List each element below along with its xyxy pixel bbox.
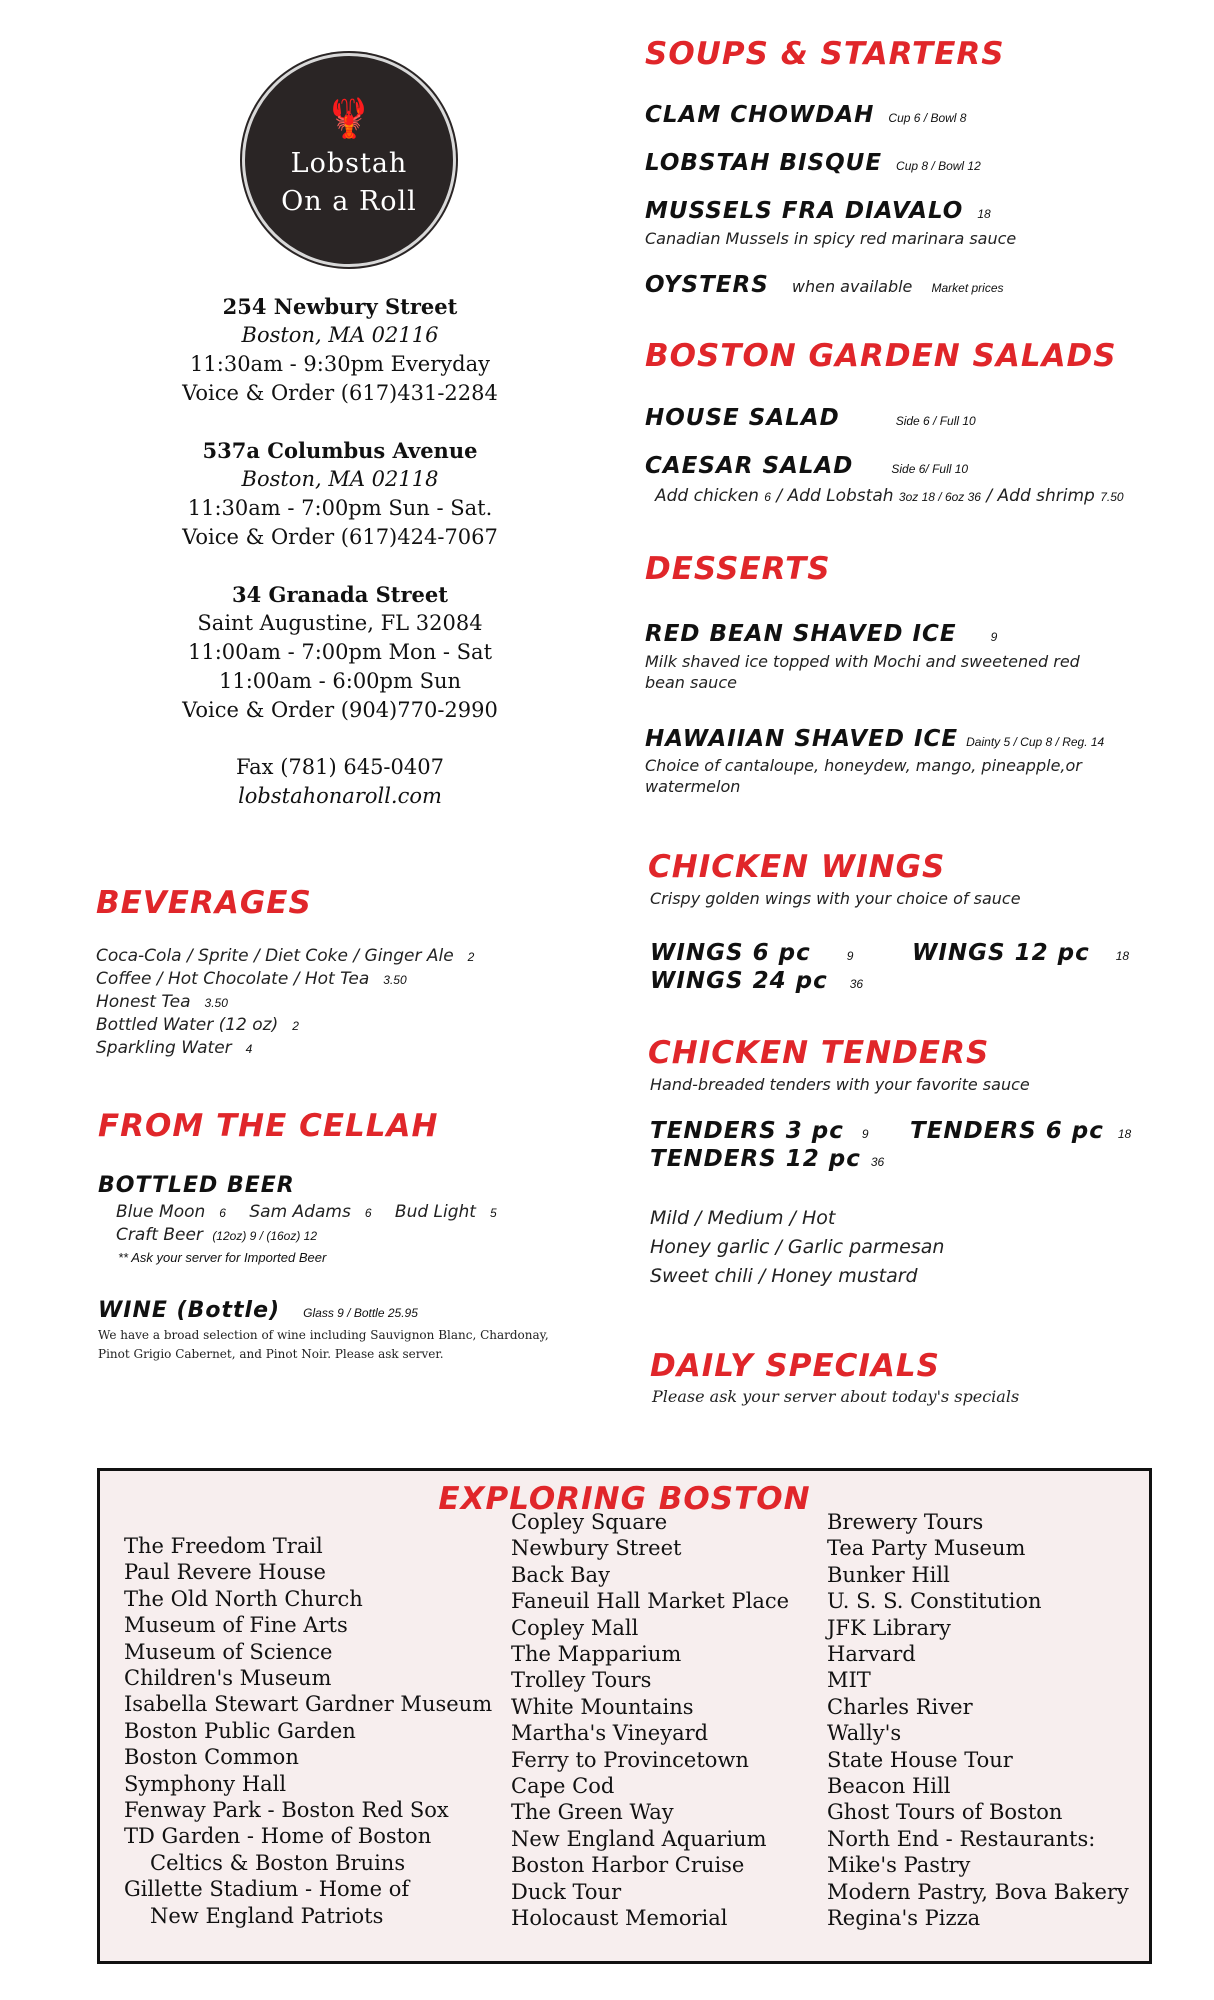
- location-hours: 11:00am - 6:00pm Sun: [218, 669, 462, 693]
- attraction-item: Martha's Vineyard: [511, 1721, 709, 1746]
- attractions-column-3: [827, 1509, 1129, 1932]
- wings-description: Crispy golden wings with your choice of sauce: [650, 889, 1021, 908]
- location-columbus: [140, 436, 540, 552]
- item-name: Honest Tea: [96, 992, 191, 1012]
- attraction-item: Children's Museum: [124, 1666, 332, 1691]
- attraction-item: White Mountains: [511, 1694, 694, 1719]
- craft-beer: Craft Beer (12oz) 9 / (16oz) 12: [116, 1225, 318, 1245]
- attraction-item: The Old North Church: [124, 1586, 363, 1611]
- item-price: 2: [292, 1019, 299, 1033]
- list-item: [96, 968, 474, 991]
- menu-item: TENDERS 6 pc 18: [910, 1118, 1132, 1144]
- exploring-boston-box: [97, 1468, 1152, 1964]
- logo-line-2: On a Roll: [281, 186, 417, 217]
- attraction-item: Holocaust Memorial: [511, 1906, 728, 1931]
- attraction-item: Isabella Stewart Gardner Museum: [124, 1692, 493, 1717]
- attraction-item: The Mapparium: [511, 1642, 682, 1667]
- item-price: 3.50: [204, 996, 228, 1010]
- location-phone: Voice & Order (617)431-2284: [182, 381, 498, 405]
- location-hours: 11:30am - 7:00pm Sun - Sat.: [187, 496, 493, 520]
- attraction-item: The Freedom Trail: [124, 1534, 323, 1558]
- location-city: Boston, MA 02116: [241, 323, 439, 347]
- menu-item: CAESAR SALAD Side 6/ Full 10: [645, 453, 969, 479]
- wine-description: We have a broad selection of wine including Sauvignon Blanc, Chardonay, Pinot Grigio Cabernet, and Pinot Noir. Please ask server.: [98, 1328, 549, 1361]
- beer-item: Blue Moon 6: [116, 1202, 226, 1222]
- item-price: 2: [467, 950, 475, 964]
- item-name: Coca-Cola / Sprite / Diet Coke / Ginger Ale: [96, 946, 454, 966]
- list-item: [96, 1037, 474, 1060]
- menu-item: OYSTERS when available Market prices: [645, 272, 1004, 298]
- attraction-item: State House Tour: [827, 1747, 1013, 1772]
- attraction-item: Beacon Hill: [827, 1774, 951, 1799]
- beverages-heading: BEVERAGES: [96, 885, 312, 921]
- attraction-item: Duck Tour: [511, 1879, 622, 1904]
- attraction-item: Cape Cod: [511, 1774, 615, 1799]
- item-price: 4: [245, 1042, 253, 1056]
- salads-heading: BOSTON GARDEN SALADS: [645, 338, 1117, 374]
- soups-heading: SOUPS & STARTERS: [645, 36, 1005, 72]
- specials-description: Please ask your server about today's specials: [652, 1387, 1020, 1406]
- menu-item: HAWAIIAN SHAVED ICE Dainty 5 / Cup 8 / Reg. 14: [645, 726, 1105, 752]
- location-street: 34 Granada Street: [232, 582, 448, 607]
- item-description: Milk shaved ice topped with Mochi and sweetened red bean sauce: [645, 652, 1080, 692]
- attraction-item: Wally's: [827, 1721, 902, 1746]
- attraction-item: Symphony Hall: [124, 1771, 287, 1796]
- attraction-item: New England Aquarium: [511, 1826, 767, 1851]
- attraction-item: TD Garden - Home of Boston: [124, 1824, 432, 1849]
- location-street: 254 Newbury Street: [222, 294, 458, 319]
- wine-line: [98, 1298, 418, 1323]
- attraction-item: Trolley Tours: [511, 1668, 652, 1693]
- sauce-options: [650, 1204, 944, 1291]
- attraction-item: Boston Public Garden: [124, 1718, 356, 1743]
- location-phone: Voice & Order (904)770-2990: [182, 698, 498, 722]
- attraction-item: Copley Mall: [511, 1615, 639, 1640]
- attractions-column-2: [511, 1509, 789, 1932]
- attraction-item: Bunker Hill: [827, 1562, 950, 1587]
- cellah-heading: FROM THE CELLAH: [98, 1108, 439, 1144]
- menu-item: MUSSELS FRA DIAVALO 18: [645, 198, 991, 224]
- attraction-item: JFK Library: [827, 1615, 951, 1640]
- bottled-beer-heading: BOTTLED BEER: [98, 1173, 295, 1198]
- menu-item: HOUSE SALAD Side 6 / Full 10: [645, 405, 976, 431]
- attraction-item: Back Bay: [511, 1562, 610, 1587]
- attraction-item: U. S. S. Constitution: [827, 1589, 1042, 1614]
- menu-item: WINGS 6 pc 9: [650, 940, 854, 966]
- restaurant-logo: [242, 53, 456, 267]
- item-description: Choice of cantaloupe, honeydew, mango, pineapple,or watermelon: [645, 756, 1082, 796]
- menu-item: LOBSTAH BISQUE Cup 8 / Bowl 12: [645, 150, 981, 176]
- attraction-item: Mike's Pastry: [827, 1853, 971, 1878]
- attraction-item: Boston Common: [124, 1745, 299, 1770]
- exploring-heading: EXPLORING BOSTON: [438, 1481, 811, 1517]
- attraction-item: Newbury Street: [511, 1536, 682, 1561]
- attraction-item: Ghost Tours of Boston: [827, 1800, 1063, 1825]
- sauce-line: Honey garlic / Garlic parmesan: [650, 1236, 945, 1258]
- attraction-item: Museum of Science: [124, 1639, 333, 1664]
- attraction-item: Fenway Park - Boston Red Sox: [124, 1798, 449, 1823]
- list-item: [96, 991, 474, 1014]
- attraction-item: Ferry to Provincetown: [511, 1747, 749, 1772]
- attraction-item: Harvard: [827, 1642, 916, 1667]
- wine-price: Glass 9 / Bottle 25.95: [303, 1306, 418, 1320]
- attraction-item: Brewery Tours: [827, 1510, 984, 1534]
- beverages-list: [96, 945, 474, 1060]
- salad-addons: Add chicken 6 / Add Lobstah 3oz 18 / 6oz 36 / Add shrimp 7.50: [655, 486, 1124, 506]
- specials-heading: DAILY SPECIALS: [650, 1348, 941, 1384]
- attraction-item: New England Patriots: [150, 1903, 384, 1928]
- attraction-item: Paul Revere House: [124, 1560, 326, 1585]
- attraction-item: MIT: [827, 1668, 871, 1693]
- attraction-item: The Green Way: [511, 1800, 674, 1825]
- fax-number: Fax (781) 645-0407: [236, 755, 444, 779]
- location-granada: [140, 580, 540, 725]
- attraction-item: Copley Square: [511, 1510, 668, 1534]
- menu-item: TENDERS 12 pc 36: [650, 1146, 885, 1172]
- location-hours: 11:30am - 9:30pm Everyday: [190, 352, 490, 376]
- item-name: Coffee / Hot Chocolate / Hot Tea: [96, 969, 370, 989]
- desserts-heading: DESSERTS: [645, 551, 831, 587]
- menu-item: CLAM CHOWDAH Cup 6 / Bowl 8: [645, 102, 967, 128]
- beer-list: [116, 1201, 497, 1224]
- wine-heading: WINE (Bottle): [98, 1298, 281, 1323]
- item-name: Bottled Water (12 oz): [96, 1015, 279, 1035]
- attraction-item: Celtics & Boston Bruins: [150, 1850, 406, 1875]
- menu-item: WINGS 24 pc 36: [650, 968, 864, 994]
- location-city: Boston, MA 02118: [241, 467, 439, 491]
- item-name: Sparkling Water: [96, 1038, 232, 1058]
- location-phone: Voice & Order (617)424-7067: [182, 525, 498, 549]
- item-price: 3.50: [383, 973, 407, 987]
- item-description: Canadian Mussels in spicy red marinara sauce: [645, 229, 1017, 248]
- location-hours: 11:00am - 7:00pm Mon - Sat: [187, 640, 493, 664]
- attraction-item: Museum of Fine Arts: [124, 1613, 348, 1638]
- attraction-item: Charles River: [827, 1694, 973, 1719]
- attraction-item: Gillette Stadium - Home of: [124, 1877, 410, 1902]
- attraction-item: North End - Restaurants:: [827, 1826, 1096, 1851]
- menu-item: RED BEAN SHAVED ICE 9: [645, 621, 998, 647]
- website-link[interactable]: lobstahonaroll.com: [238, 784, 442, 808]
- contact-info: [140, 753, 540, 811]
- attractions-column-1: [124, 1533, 492, 1929]
- attraction-item: Tea Party Museum: [827, 1536, 1026, 1561]
- beer-item: Sam Adams 6: [249, 1202, 372, 1222]
- attraction-item: Modern Pastry, Bova Bakery: [827, 1879, 1129, 1904]
- beer-item: Bud Light 5: [394, 1202, 497, 1222]
- list-item: [96, 1014, 474, 1037]
- location-street: 537a Columbus Avenue: [202, 438, 478, 463]
- tenders-description: Hand-breaded tenders with your favorite sauce: [650, 1075, 1030, 1094]
- attraction-item: Boston Harbor Cruise: [511, 1853, 745, 1878]
- location-newbury: [140, 292, 540, 408]
- sauce-line: Sweet chili / Honey mustard: [650, 1265, 918, 1287]
- attraction-item: Faneuil Hall Market Place: [511, 1589, 790, 1614]
- menu-item: TENDERS 3 pc 9: [650, 1118, 869, 1144]
- attraction-item: Regina's Pizza: [827, 1906, 981, 1931]
- imported-beer-note: ** Ask your server for Imported Beer: [118, 1250, 327, 1265]
- tenders-heading: CHICKEN TENDERS: [648, 1035, 990, 1071]
- sauce-line: Mild / Medium / Hot: [650, 1207, 836, 1229]
- list-item: [96, 945, 474, 968]
- menu-item: WINGS 12 pc 18: [912, 940, 1130, 966]
- lobster-icon: 🦞: [325, 96, 373, 140]
- logo-line-1: Lobstah: [290, 148, 408, 179]
- location-city: Saint Augustine, FL 32084: [197, 611, 483, 635]
- wings-heading: CHICKEN WINGS: [648, 849, 946, 885]
